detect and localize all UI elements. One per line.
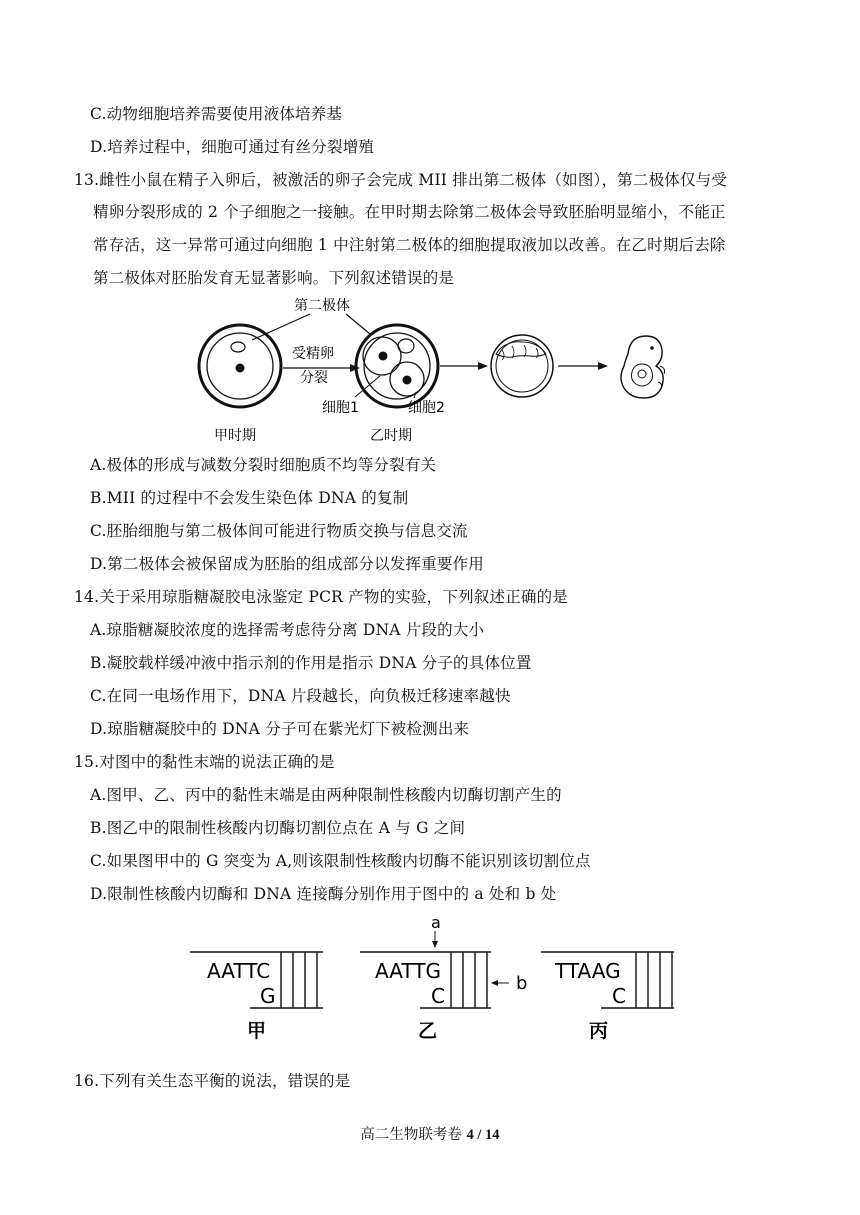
arrow-a-label: a xyxy=(431,915,441,932)
jia-bottom-strand: G xyxy=(260,984,276,1008)
q14-option-c: C.在同一电场作用下，DNA 片段越长，向负极迁移速率越快 xyxy=(90,687,511,705)
footer-title: 高二生物联考卷 xyxy=(360,1127,467,1143)
yi-bottom-strand: C xyxy=(431,984,445,1008)
bing-bottom-strand: C xyxy=(612,984,626,1008)
yi-top-strand: AATTG xyxy=(375,959,441,983)
q13-option-d: D.第二极体会被保留成为胚胎的组成部分以发挥重要作用 xyxy=(90,555,485,573)
bing-top-strand: TTAAG xyxy=(555,959,621,983)
q13-stem-line3: 常存活，这一异常可通过向细胞 1 中注射第二极体的细胞提取液加以改善。在乙时期后去除 xyxy=(93,236,726,254)
bing-label: 丙 xyxy=(589,1020,609,1042)
label-division: 分裂 xyxy=(300,370,328,386)
q15-option-b: B.图乙中的限制性核酸内切酶切割位点在 A 与 G 之间 xyxy=(90,819,466,837)
q15-stem: 15.对图中的黏性末端的说法正确的是 xyxy=(74,753,335,771)
q13-stem-line2: 精卵分裂形成的 2 个子细胞之一接触。在甲时期去除第二极体会导致胚胎明显缩小，不能正 xyxy=(93,203,726,221)
q14-stem: 14.关于采用琼脂糖凝胶电泳鉴定 PCR 产物的实验，下列叙述正确的是 xyxy=(74,588,568,606)
q14-option-b: B.凝胶载样缓冲液中指示剂的作用是指示 DNA 分子的具体位置 xyxy=(90,654,532,672)
jia-top-strand: AATTC xyxy=(207,959,271,983)
q13-option-a: A.极体的形成与减数分裂时细胞质不均等分裂有关 xyxy=(90,456,437,474)
label-fertilized-egg: 受精卵 xyxy=(292,346,334,362)
q12-option-d: D.培养过程中，细胞可通过有丝分裂增殖 xyxy=(90,138,375,156)
sticky-end-jia xyxy=(190,952,323,1042)
sticky-end-bing xyxy=(541,952,674,1042)
q14-option-d: D.琼脂糖凝胶中的 DNA 分子可在紫光灯下被检测出来 xyxy=(90,720,470,738)
label-stage-b: 乙时期 xyxy=(370,428,412,444)
q15-sticky-ends-figure xyxy=(185,915,685,1045)
page-footer xyxy=(0,1123,860,1144)
q13-embryo-figure xyxy=(190,292,670,452)
q14-option-a: A.琼脂糖凝胶浓度的选择需考虑待分离 DNA 片段的大小 xyxy=(90,621,485,639)
q13-stem-line1: 13.雌性小鼠在精子入卵后，被激活的卵子会完成 MII 排出第二极体（如图），第二极体仅与受 xyxy=(74,171,728,189)
q15-option-a: A.图甲、乙、丙中的黏性末端是由两种限制性核酸内切酶切割产生的 xyxy=(90,786,562,804)
q16-stem: 16.下列有关生态平衡的说法，错误的是 xyxy=(74,1072,351,1090)
arrow-b-label: b xyxy=(516,973,528,994)
yi-label: 乙 xyxy=(418,1020,438,1042)
label-cell-2: 细胞2 xyxy=(408,400,445,416)
q15-option-d: D.限制性核酸内切酶和 DNA 连接酶分别作用于图中的 a 处和 b 处 xyxy=(90,885,557,903)
jia-label: 甲 xyxy=(247,1020,267,1042)
q15-option-c: C.如果图甲中的 G 突变为 A,则该限制性核酸内切酶不能识别该切割位点 xyxy=(90,852,591,870)
label-stage-a: 甲时期 xyxy=(214,428,256,444)
blastocyst xyxy=(491,335,553,397)
page-number: 4 / 14 xyxy=(466,1127,500,1143)
stage-b-two-cell xyxy=(356,325,438,407)
q12-option-c: C.动物细胞培养需要使用液体培养基 xyxy=(90,105,343,123)
fetus xyxy=(621,336,665,398)
stage-a-zygote xyxy=(199,325,281,407)
q13-option-b: B.MII 的过程中不会发生染色体 DNA 的复制 xyxy=(90,489,409,507)
label-second-polar-body: 第二极体 xyxy=(294,298,350,314)
label-cell-1: 细胞1 xyxy=(322,400,359,416)
q13-stem-line4: 第二极体对胚胎发育无显著影响。下列叙述错误的是 xyxy=(93,269,455,287)
q13-option-c: C.胚胎细胞与第二极体间可能进行物质交换与信息交流 xyxy=(90,522,468,540)
sticky-end-yi xyxy=(360,915,527,1042)
